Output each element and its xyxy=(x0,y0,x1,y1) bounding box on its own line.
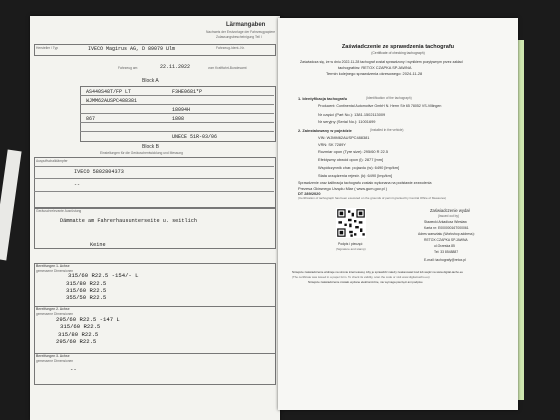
s2-line-5: Współczynnik char. pojazdu (w): 6490 [imp/km] xyxy=(318,165,400,170)
axle2-label: Bereifungen 2. Achse xyxy=(36,307,70,311)
axle2-tire-2: 315/60 R22.5 xyxy=(60,323,101,330)
s2-line-2: VRN: SK 7289Y xyxy=(318,142,346,147)
footer-line-3: Niniejsze zaświadczenie zostało wydane elektronicznie, nie wymaga pieczęci ani podpisu. xyxy=(308,280,424,284)
axle2-tire-3: 315/80 R22.5 xyxy=(58,331,99,338)
field-2-value: WJMM62AUSPC488381 xyxy=(86,98,138,104)
date-right: vom Kraftfahrt-Bundesamt xyxy=(208,66,247,70)
s3-line-1: Sprawdzenie oraz kalibracja tachografu zostało wykonana na podstawie zezwolenia xyxy=(298,181,432,185)
s1-line-3: Nr seryjny (Serial No.): 11001699 xyxy=(318,119,376,124)
left-document-page xyxy=(30,16,280,420)
manufacturer-value: IVECO 5802804373 xyxy=(74,169,124,175)
field-4-value: 867 xyxy=(86,116,96,122)
section-2-title: 2. Zainstalowany w pojeździe xyxy=(298,128,352,133)
stamp-line-6: ul.Orzeska 85 xyxy=(434,244,455,248)
left-header-sub2: Zulassungsbescheinigung Teil I xyxy=(216,35,262,39)
certificate-title: Zaświadczenie ze sprawdzenia tachografu xyxy=(341,44,455,50)
stamp-label: Zaświadczenie wydał xyxy=(430,208,470,213)
s1-line-1: Producent: Continental Automotive GmbH N. Herrn Str 65 78052 VS-Villingen xyxy=(318,104,442,108)
axle1-label: Bereifungen 1. Achse xyxy=(36,264,70,268)
axle3-label: Bereifungen 3. Achse xyxy=(36,354,70,358)
qr-code-icon xyxy=(336,208,366,238)
date-value: 22.11.2022 xyxy=(160,64,191,70)
dash-1: -- xyxy=(74,182,81,188)
axle3-dash: -- xyxy=(70,366,77,373)
intro-line-1: Zaświadcza się, że w dniu 2022-11-28 tachograf został sprawdzony i wynikiem pozytywnym przez zakład xyxy=(300,60,463,64)
equipment-box xyxy=(34,207,276,249)
manufacturer-label: Auspuffschalldämpfer xyxy=(36,159,68,163)
footer-line-1: Niniejsze zaświadczenie widnieje na stronie internetowej. Aby je sprawdzić należy zeskanować kod lub wejść na www.digital-tacho.eu xyxy=(292,270,463,274)
stamp-line-2: Stawecki Arkadiusz Wiesław xyxy=(424,220,467,224)
stamp-line-5: RETOX CZAPKA SP.JAWNA xyxy=(424,238,468,242)
axle2-tire-1: 295/60 R22.5 -147 L xyxy=(56,316,120,323)
stamp-line-8: E-mail: tachografy@retox.pl xyxy=(424,258,466,262)
field-3-value: 18094H xyxy=(172,107,191,113)
axle1-tire-3: 315/60 R22.5 xyxy=(66,287,107,294)
footer-line-2: (The certificate was issued in a paper form. To check its validity, scan the code or visit www.digital-tacho.eu) xyxy=(292,275,430,279)
stamp-line-4: Adres warsztatu (Workshop address): xyxy=(418,232,475,236)
s3-sub: (Certification of tachograph has been executed on the grounds of permit granted by Central Office of Measures) xyxy=(298,196,447,200)
left-header-sub: Nachweis der Erstvorlage der Fahrzeugpapiere xyxy=(206,30,276,34)
field-4-right: 1808 xyxy=(172,116,185,122)
s3-line-2: Prezesa Głównego Urzędu Miar ( www.gum.gov.pl ) xyxy=(298,186,388,191)
axle1-tire-4: 355/50 R22.5 xyxy=(66,294,107,301)
s1-line-2: Nr części (Part No.): 1381.1502113009 xyxy=(318,112,386,117)
row1-value: IVECO Magirus AG, D 89079 Ulm xyxy=(88,46,176,52)
date-label: Fahrzeug am xyxy=(118,66,138,70)
stamp-line-1: (Issued out by) xyxy=(438,214,460,218)
s2-line-1: VIN: WJMM62AUSPC488381 xyxy=(318,135,370,140)
section-1-title: 1. Identyfikacja tachografu xyxy=(298,96,348,101)
qr-caption-2: (Signature and stamp) xyxy=(336,247,366,251)
paper-scrap xyxy=(0,150,22,261)
stamp-line-7: Tel: 33 8548887 xyxy=(434,250,459,254)
keine-value: Keine xyxy=(90,242,106,248)
field-5-right: UNECE 51R-03/06 xyxy=(172,134,218,140)
left-header-title: Lärmangaben xyxy=(226,22,266,28)
row1-right: Fahrzeug-Ident.-Nr. xyxy=(216,46,245,50)
s3-line-3: DT 289/2020 xyxy=(298,191,321,196)
exhaust-box xyxy=(34,157,276,209)
qr-caption-1: Podpis i pieczęć xyxy=(338,242,363,246)
section-1-sub: (Identification of the tachograph) xyxy=(366,96,412,100)
axle3-sub: gemessene Dimensionen xyxy=(36,359,74,363)
intro-line-2: tachografów: RETOX CZAPKA SP.JAWNA xyxy=(338,65,412,70)
axle1-tire-1: 315/60 R22.5 -154/- L xyxy=(68,272,139,279)
field-1-right: F3HE0681*P xyxy=(172,89,203,95)
intro-line-3: Termin kolejnego sprawdzenia okresowego: 2024-11-28 xyxy=(326,71,423,76)
s2-line-6: Stała urządzenia rejestr. (k): 6490 [imp/km] xyxy=(318,173,392,178)
certificate-subtitle: (Certificate of checking tachograph) xyxy=(371,51,425,55)
note-value: Dämmatte am Fahrerhausunterseite u. seitlich xyxy=(60,218,197,224)
field-1-value: AS440S48T/FP LT xyxy=(86,89,132,95)
s2-line-3: Rozmiar opon (Tyre size): 295/60 R 22.5 xyxy=(318,149,389,154)
axle2-sub: gemessene Dimensionen xyxy=(36,312,74,316)
note-label: Geräuschrelevante Ausrüstung xyxy=(36,209,82,213)
section-2-sub: (Installed in the vehicle) xyxy=(370,128,404,132)
block-b-title: Block B xyxy=(142,144,159,150)
s2-line-4: Efektywny obwód opon (l): 2877 [mm] xyxy=(318,157,384,162)
row1-label: Hersteller / Typ xyxy=(36,46,59,50)
block-b-sub: Einstellungen für die Geräuschentwicklung und Messung xyxy=(100,151,184,155)
axle1-sub: gemessene Dimensionen xyxy=(36,269,74,273)
axle1-tire-2: 315/80 R22.5 xyxy=(66,280,107,287)
block-a-title: Block A xyxy=(142,78,159,84)
stamp-line-3: Karta nr: E00000016T000061 xyxy=(424,226,469,230)
axle2-tire-4: 295/60 R22.5 xyxy=(56,338,97,345)
right-document-page xyxy=(278,18,518,410)
